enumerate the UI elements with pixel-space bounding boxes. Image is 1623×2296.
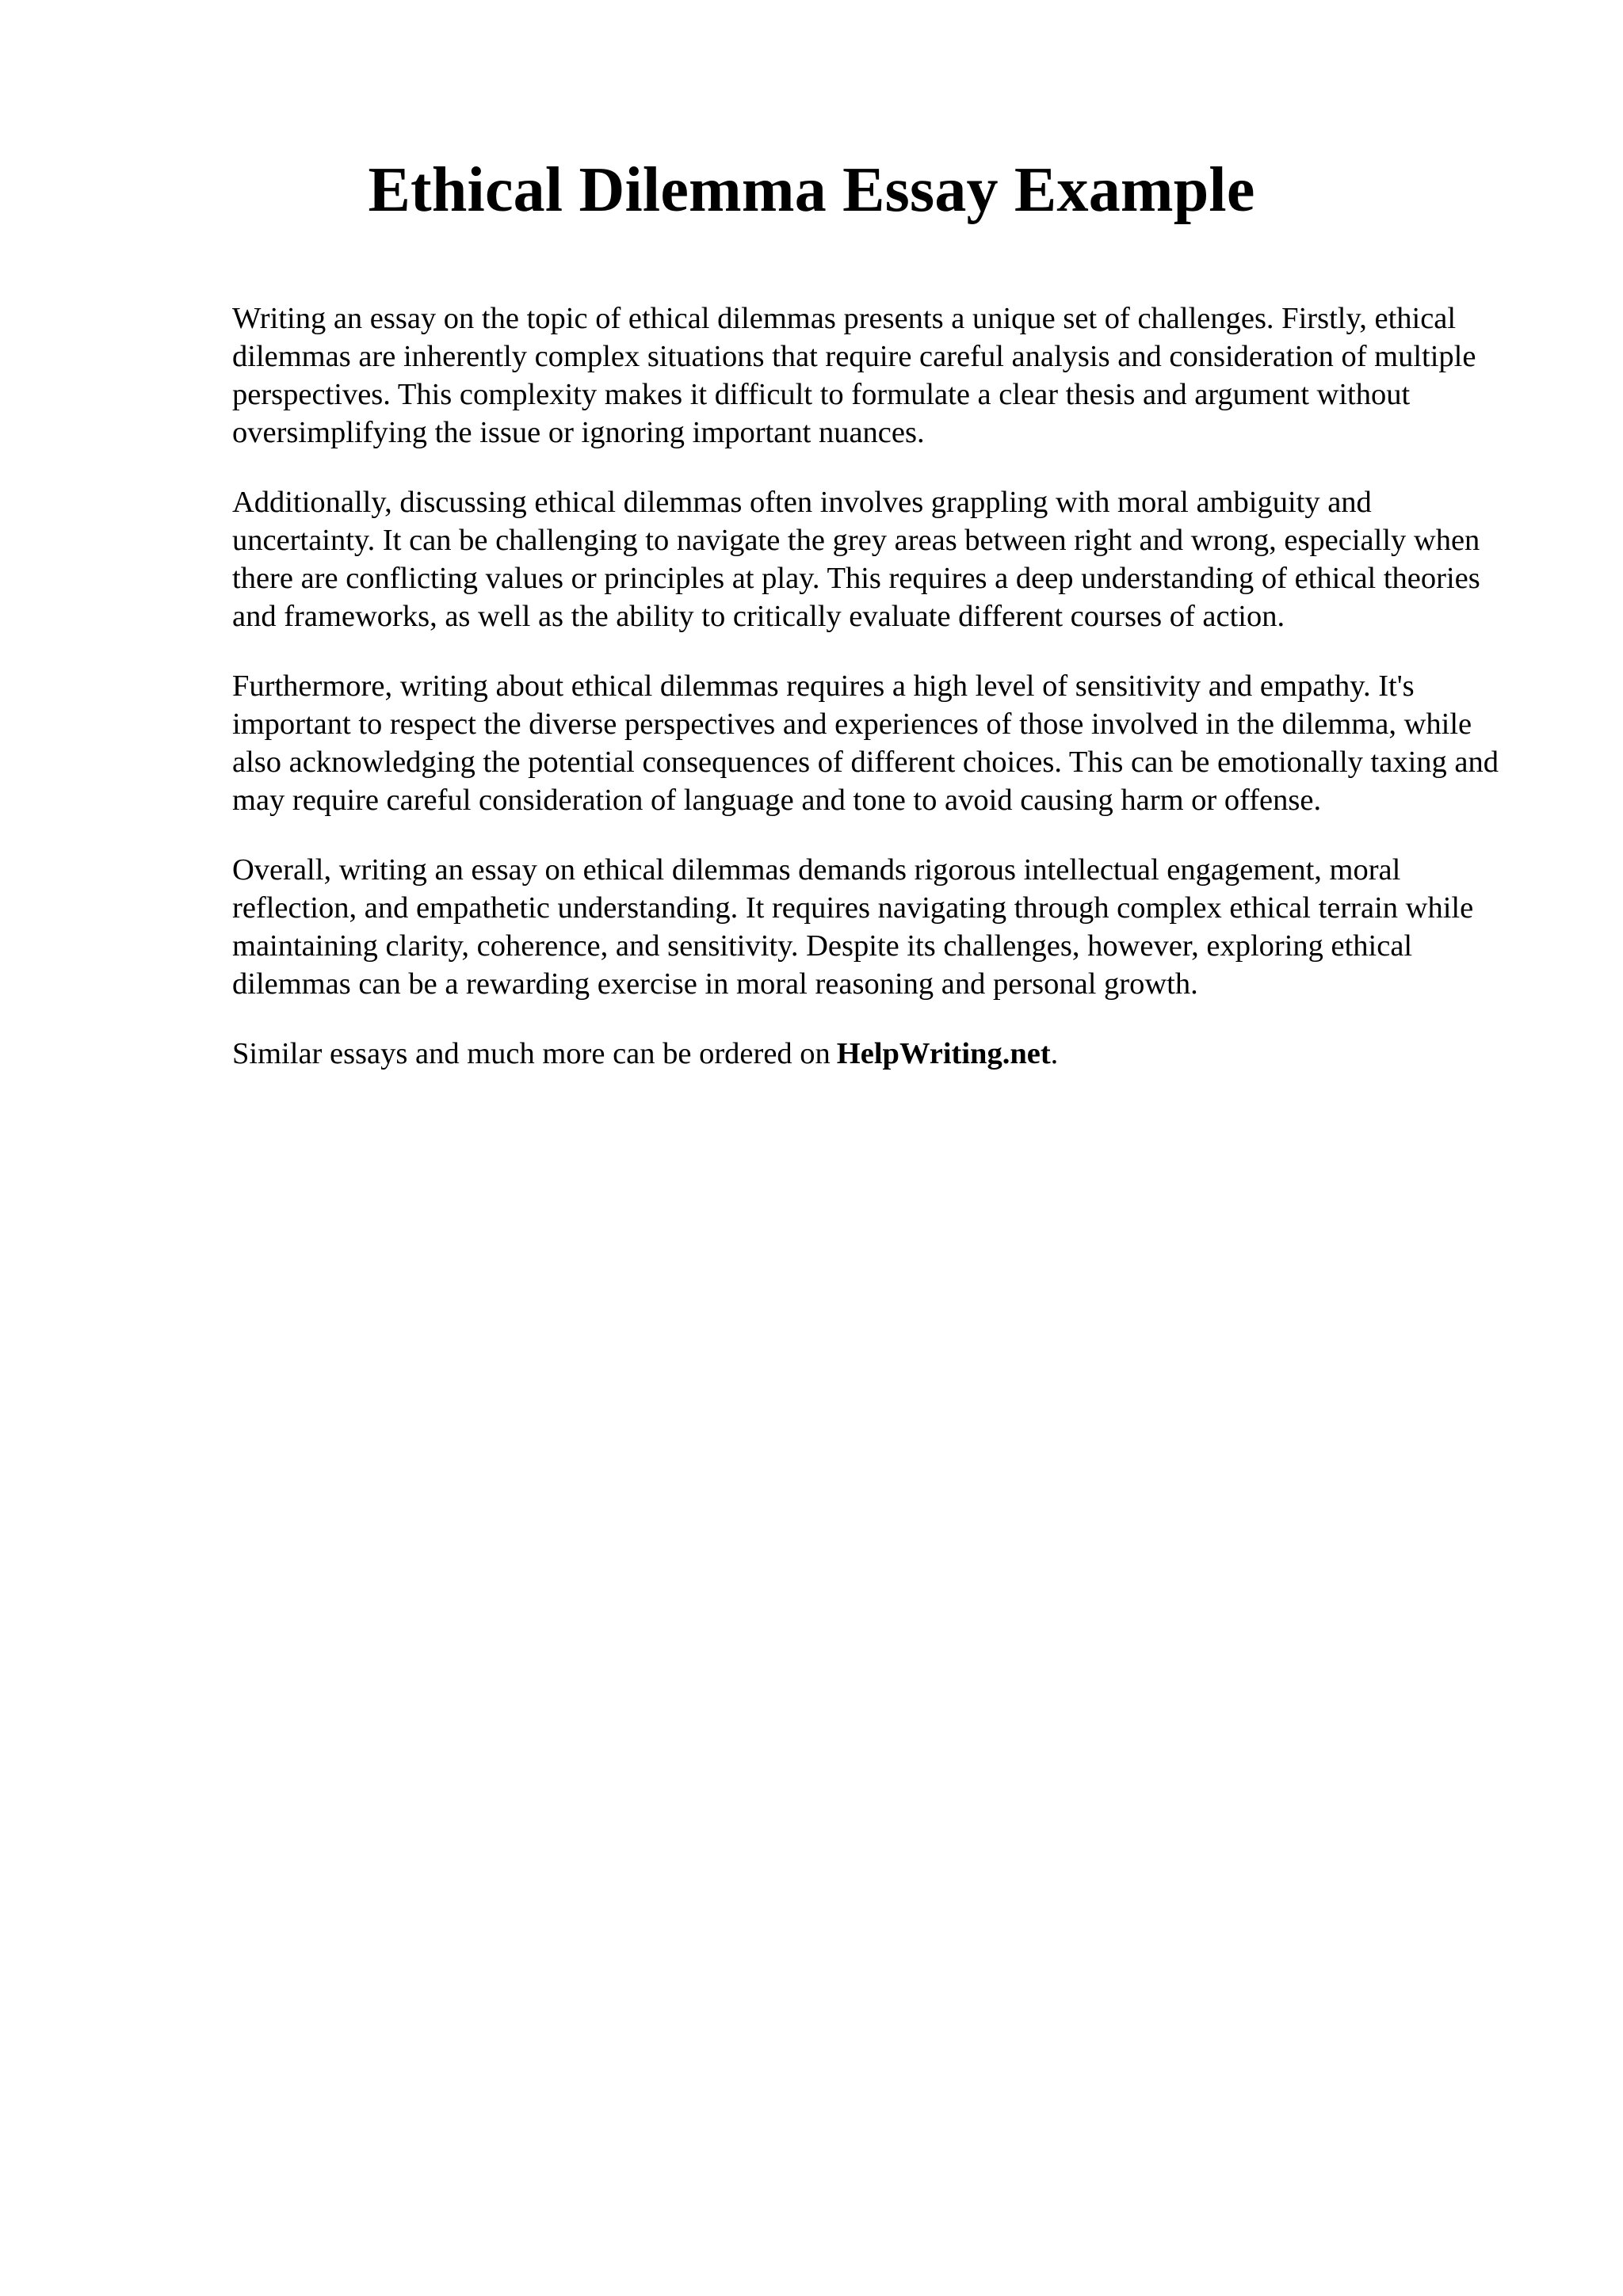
- paragraph-1: Writing an essay on the topic of ethical dilemmas presents a unique set of challenges. Firstly, ethical dilemmas are inherently complex situations that require careful analysis and consideration of multiple perspectives. This complexity makes it difficult to formulate a clear thesis and argument without oversimplifying the issue or ignoring important nuances.: [232, 302, 1476, 449]
- promo-suffix: .: [1050, 1037, 1059, 1070]
- page-title: Ethical Dilemma Essay Example: [368, 155, 1255, 225]
- essay-body: [232, 299, 1516, 1073]
- promo-line: [232, 1035, 1516, 1073]
- promo-prefix: Similar essays and much more can be ordered on: [232, 1037, 831, 1070]
- paragraph-3: Furthermore, writing about ethical dilemmas requires a high level of sensitivity and empathy. It's important to respect the diverse perspectives and experiences of those involved in the dilemma, while also acknowledging the potential consequences of different choices. This can be emotionally taxing and may require careful consideration of language and tone to avoid causing harm or offense.: [232, 669, 1499, 817]
- paragraph-2: Additionally, discussing ethical dilemmas often involves grappling with moral ambiguity and uncertainty. It can be challenging to navigate the grey areas between right and wrong, especially when there are conflicting values or principles at play. This requires a deep understanding of ethical theories and frameworks, as well as the ability to critically evaluate different courses of action.: [232, 486, 1480, 633]
- brand-link[interactable]: HelpWriting.net: [836, 1037, 1051, 1070]
- paragraph-4: Overall, writing an essay on ethical dilemmas demands rigorous intellectual engagement, moral reflection, and empathetic understanding. It requires navigating through complex ethical terrain while maintaining clarity, coherence, and sensitivity. Despite its challenges, however, exploring ethical dilemmas can be a rewarding exercise in moral reasoning and personal growth.: [232, 853, 1474, 1001]
